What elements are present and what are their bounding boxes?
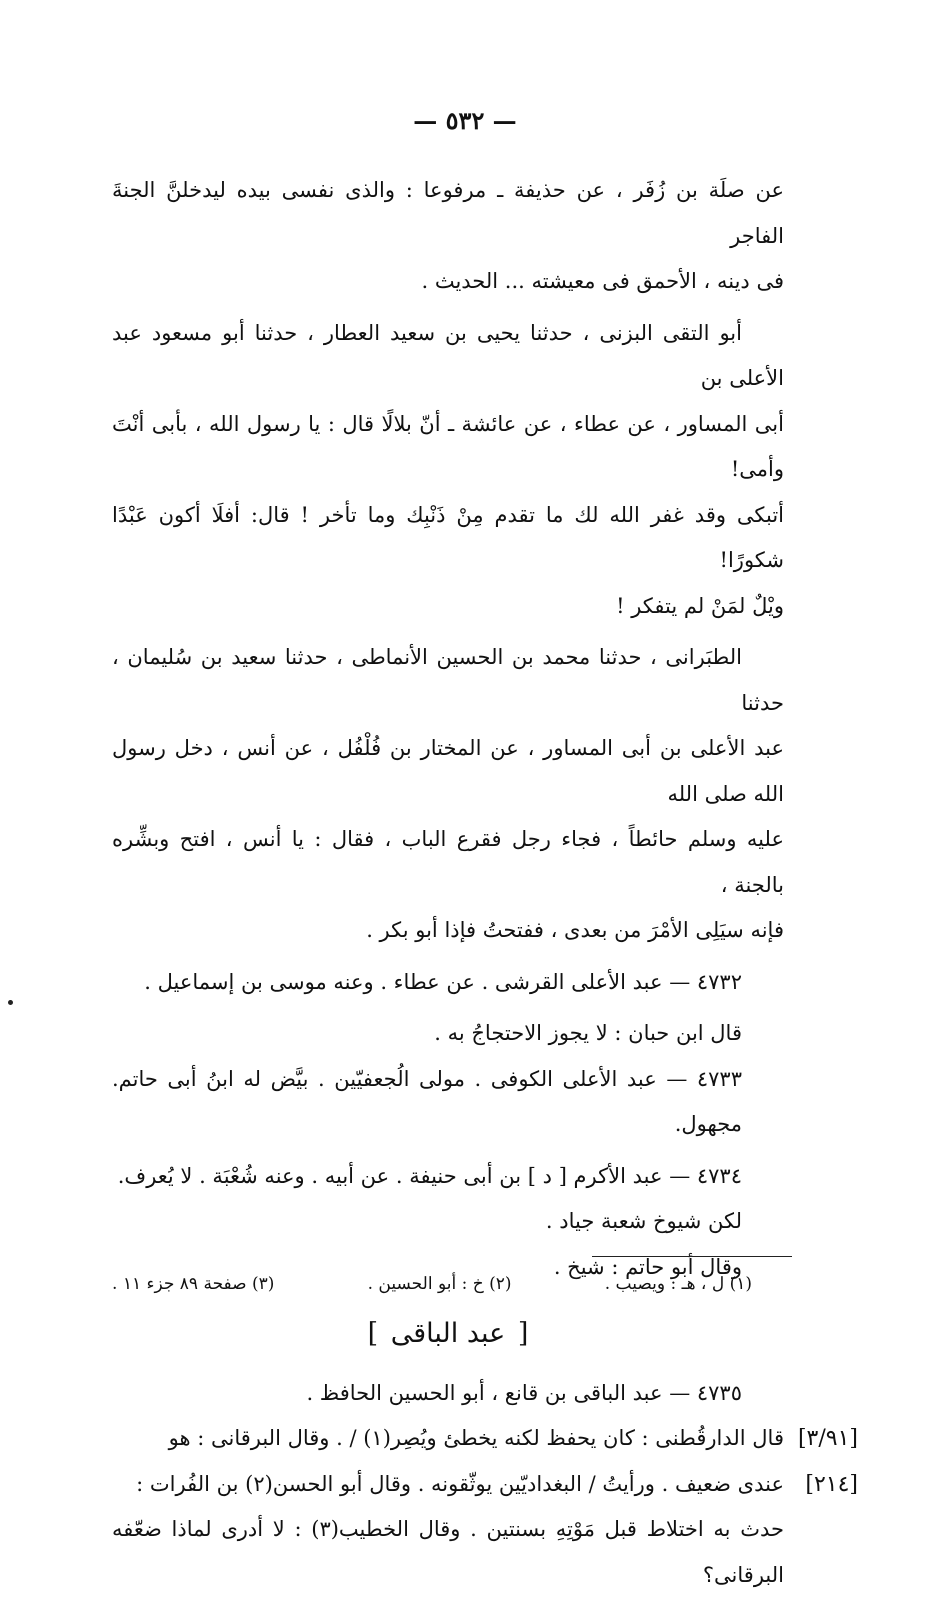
footnote-divider: [592, 1256, 792, 1257]
paragraph-line: أبى المساور ، عن عطاء ، عن عائشة ـ أنّ بلالًا قال : يا رسول الله ، بأبى أنْتَ وأمى!: [112, 411, 784, 481]
entry-4734: ٤٧٣٤ — عبد الأكرم [ د ] بن أبى حنيفة . عن أبيه . وعنه شُعْبَة . لا يُعرف.: [117, 1163, 742, 1188]
paragraph-2: [112, 311, 784, 630]
page-body: [112, 168, 858, 1598]
paragraph-line: عبد الأعلى بن أبى المساور ، عن المختار بن فُلْفُل ، عن أنس ، دخل رسول الله صلى الله: [112, 736, 784, 806]
margin-reference: [٢١٤]: [805, 1471, 858, 1497]
entry-4732-note: قال ابن حبان : لا يجوز الاحتجاجُ به .: [434, 1021, 742, 1045]
footnote-3: (٣) صفحة ٨٩ جزء ١١ .: [112, 1274, 275, 1294]
text-line: حدث به اختلاط قبل مَوْتِهِ بسنتين . وقال الخطيب(٣) : لا أدرى لماذا ضعّفه البرقانى؟: [112, 1517, 784, 1587]
footnote-1: (١) ل ، هـ : ويصيب .: [604, 1274, 752, 1294]
page-number: — ٥٣٢ —: [413, 106, 517, 135]
paragraph-line: عليه وسلم حائطاً ، فجاء رجل فقرع الباب ، فقال : يا أنس ، افتح وبشِّره بالجنة ،: [112, 827, 784, 897]
entry-4735: ٤٧٣٥ — عبد الباقى بن قانع ، أبو الحسين الحافظ .: [306, 1380, 742, 1405]
section-title-text: عبد الباقى: [390, 1318, 506, 1349]
entry-4732: ٤٧٣٢ — عبد الأعلى القرشى . عن عطاء . وعنه موسى بن إسماعيل .: [144, 969, 742, 994]
section-heading: [112, 1312, 784, 1359]
footnotes: [112, 1274, 752, 1294]
text-line: عندى ضعيف . ورأيتُ / البغداديّين يوثّقونه . وقال أبو الحسن(٢) بن الفُرات :: [136, 1471, 784, 1496]
paragraph-3: [112, 635, 784, 954]
text-line-with-margin-2: [112, 1462, 858, 1508]
scan-dot: [8, 1000, 13, 1005]
text-line-with-margin-1: [112, 1416, 858, 1462]
paragraph-line: عن صلَة بن زُفَر ، عن حذيفة ـ مرفوعا : والذى نفسى بيده ليدخلنَّ الجنةَ الفاجر: [112, 178, 784, 248]
paragraph-line: ويْلٌ لمَنْ لم يتفكر !: [616, 593, 784, 618]
paragraph-line: الطبَرانى ، حدثنا محمد بن الحسين الأنماطى ، حدثنا سعيد بن سُليمان ، حدثنا: [112, 645, 784, 715]
entry-4734-note: لكن شيوخ شعبة جياد .: [545, 1209, 742, 1233]
footnote-2: (٢) خ : أبو الحسين .: [367, 1274, 512, 1294]
text-line-3: [112, 1507, 784, 1598]
section-title: [364, 1312, 533, 1356]
text-line: قال الدارقُطنى : كان يحفظ لكنه يخطئ ويُصِر(١) / . وقال البرقانى : هو: [168, 1426, 784, 1450]
entry-4734-note-2: وقال أبو حاتم : شيخ .: [553, 1254, 742, 1279]
paragraph-line: أتبكى وقد غفر الله لك ما تقدم مِنْ ذَنْبِك وما تأخر ! قال: أفلَا أكون عَبْدًا شكورًا!: [112, 502, 784, 572]
paragraph-line: فى دينه ، الأحمق فى معيشته ... الحديث .: [421, 269, 784, 293]
entry-4733: ٤٧٣٣ — عبد الأعلى الكوفى . مولى الُجعفيّين . بيَّض له ابنُ أبى حاتم. مجهول.: [112, 1066, 742, 1136]
paragraph-line: فإنه سيَلِى الأمْرَ من بعدى ، ففتحتُ فإذا أبو بكر .: [366, 918, 784, 942]
margin-reference: [٣/٩١]: [797, 1426, 858, 1451]
paragraph-line: أبو التقى البزنى ، حدثنا يحيى بن سعيد العطار ، حدثنا أبو مسعود عبد الأعلى بن: [112, 320, 784, 390]
section-bracket-open: [: [517, 1318, 529, 1349]
paragraph-1: [112, 168, 784, 305]
section-bracket-close: ]: [367, 1318, 379, 1349]
